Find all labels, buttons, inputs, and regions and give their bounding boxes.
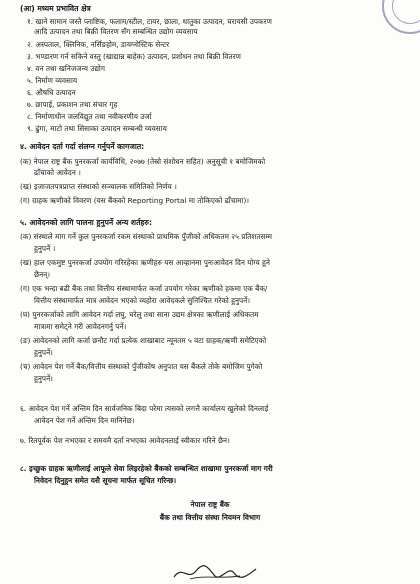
section-a-item: ६. औषधि उत्पादन bbox=[27, 88, 76, 97]
section-5-item: (ग) एक भन्दा बढी बैंक तथा वित्तीय संस्थामार्फत कर्जा उपयोग गरेका ऋणीको हकमा एक बैंक/ bbox=[20, 284, 268, 293]
section-4-item: (क) नेपाल राष्ट्र बैंक पुनरकर्जा कार्यविधि, २०७७ (तेस्रो संशोधन सहित) अनुसूची १ बमोजिमको bbox=[20, 157, 266, 166]
section-5-item: वित्तीय संस्थामार्फत मात्र आवेदन भएको व्यहोरा आवेदकले सुनिश्चित गरेको हुनुपर्ने। bbox=[34, 296, 251, 305]
section-5-item: (क) संस्थाले माग गर्ने कुल पुनरकर्जा रकम संस्थाको प्राथमिक पुँजीको अधिकतम २५ प्रतिशतसम्म bbox=[20, 232, 273, 241]
section-4-item: ढाँचाको आवेदन । bbox=[34, 168, 81, 177]
section-4-item: (ग) ग्राहक ऋणीको विवरण (यस बैंकको Reporting Portal मा तोकिएको ढाँचामा)। bbox=[20, 196, 250, 205]
section-a-item: आदि उत्पादन तथा बिक्री वितरण सँग सम्बन्धित उद्योग व्यवसाय bbox=[34, 27, 198, 36]
section-5-item: हुनुपर्ने। bbox=[34, 348, 53, 357]
section-6-text: आवेदन पेश गर्ने अन्तिम दिन मानिनेछ। bbox=[34, 416, 135, 425]
handwritten-signature bbox=[170, 561, 260, 583]
section-a-item: ९. ढुंगा, माटो तथा सिसाका उत्पादन सम्बन्धी व्यवसाय bbox=[27, 124, 167, 133]
section-8-text: ८. इच्छुक ग्राहक ऋणीलाई आफूले सेवा लिइरहेको बैंकको सम्बन्धित शाखामा पुनरकर्जा माग गरी bbox=[20, 464, 273, 473]
section-4-heading: ४. आवेदन दर्ता गर्दा संलग्न गर्नुपर्ने कागजात: bbox=[20, 142, 145, 151]
footer-department: बैंक तथा वित्तीय संस्था नियमन विभाग bbox=[159, 513, 261, 522]
section-a-item: १. खाने सामान जस्तै प्लाष्टिक, फलाम/स्टील, टायर, छाला, धातुका उत्पादन, घरायसी उपकरण bbox=[27, 17, 272, 26]
footer-bank-name: नेपाल राष्ट्र बैंक bbox=[190, 500, 230, 509]
section-5-item: (घ) पुनरकर्जाको लागि आवेदन गर्दा लघु, घरेलु तथा साना उद्यम क्षेत्रका ऋणीलाई अधिकतम bbox=[20, 310, 259, 319]
section-5-item: छैनन्। bbox=[34, 270, 50, 279]
section-5-heading: ५. आवेदनको लागि पालना हुनुपर्ने अन्य शर्तहरु: bbox=[20, 218, 153, 227]
section-4-item: (ख) इजाजतपत्रप्राप्त संस्थाको सञ्चालक समितिको निर्णय । bbox=[20, 182, 177, 191]
section-7-text: ७. रितपूर्वक पेश नभएका र समयमै दर्ता नभएका आवेदनलाई स्वीकार गरिने छैन। bbox=[20, 436, 230, 445]
section-a-item: ३. भण्डारण गर्न सकिने वस्तु (खाद्यान्न बाहेक) उत्पादन, प्रशोधन तथा बिक्री वितरण bbox=[27, 52, 241, 61]
section-5-item: (ङ) आवेदनको लागि कर्जा छनौट गर्दा प्रत्येक शाखाबाट न्यूनतम ५ वटा ग्राहक/ऋणी समेटिएको bbox=[20, 336, 267, 345]
section-a-item: ८. निर्माणाधीन जलविद्युत तथा नवीकरणीय उर्जा bbox=[27, 112, 152, 121]
section-a-item: ७. छापाई, प्रकाशन तथा संचार गृह bbox=[27, 100, 118, 109]
section-a-item: ५. निर्माण व्यवसाय bbox=[27, 76, 78, 85]
section-5-item: हुनुपर्ने । bbox=[34, 244, 56, 253]
section-a-item: २. अस्पताल, क्लिनिक, नर्सिङहोम, डायग्नोस्टिक सेन्टर bbox=[27, 40, 170, 49]
section-6-text: ६. आवेदन पेश गर्ने अन्तिम दिन सार्वजनिक बिदा परेमा त्यसको लगत्तै कार्यालय खुलेको दिनलाई bbox=[20, 404, 269, 413]
section-8-text: निवेदन दिनुहुन समेत यसै सूचना मार्फत सूचित गरिन्छ। bbox=[34, 476, 177, 485]
section-a-heading: (आ) मध्यम प्रभावित क्षेत्र bbox=[20, 4, 91, 13]
section-5-item: हुनुपर्ने। bbox=[34, 374, 53, 383]
section-5-item: (ख) हाल एकमुष्ट पुनरकर्जा उपयोग गरिरहेका ऋणीहरु यस आव्हानमा पुनःआवेदन दिन योग्य हुने bbox=[20, 258, 270, 267]
section-5-item: (च) आवेदन पेश गर्ने बैंक/वित्तीय संस्थाको पुँजीकोष अनुपात यस बैंकले तोके बमोजिम पुगेको bbox=[20, 362, 263, 371]
section-5-item: मात्रामा समेट्ने गरी आवेदनगर्नु पर्ने। bbox=[34, 322, 127, 331]
section-a-item: ४. वन तथा खनिजजन्य उद्योग bbox=[27, 64, 105, 73]
